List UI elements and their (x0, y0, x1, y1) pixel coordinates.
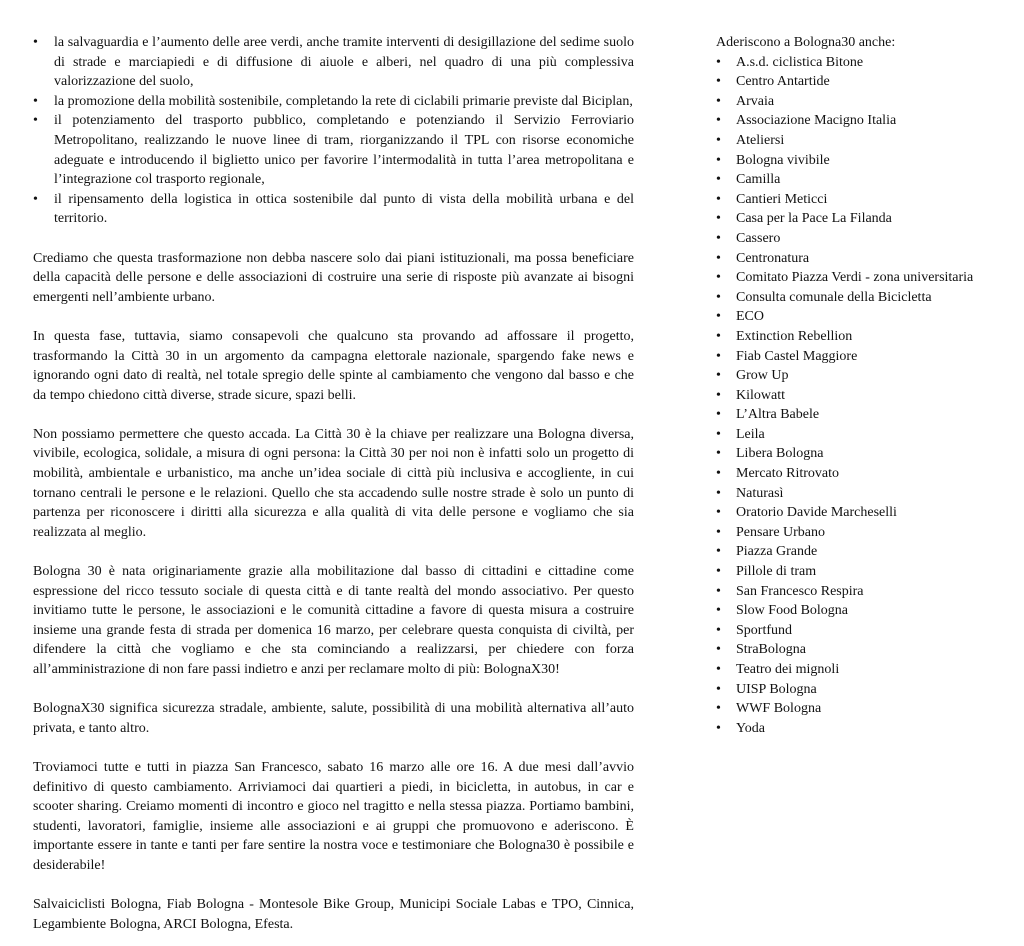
supporter-name: Casa per la Pace La Filanda (736, 211, 892, 227)
list-item (716, 288, 1016, 308)
list-item (716, 92, 1016, 112)
supporter-name: Grow Up (736, 368, 789, 384)
list-item (716, 209, 1016, 229)
supporter-name: Arvaia (736, 93, 775, 109)
paragraph-signatories: Salvaiciclisti Bologna, Fiab Bologna - Montesole Bike Group, Municipi Sociale Labas e TPO, Cinnica, Legambiente Bologna, ARCI Bologna, Efesta. (33, 897, 634, 932)
bullet-dot-icon: • (33, 191, 38, 207)
supporter-name: Sportfund (736, 622, 792, 638)
bullet-dot-icon: • (716, 466, 721, 482)
supporters-heading: Aderiscono a Bologna30 anche: (716, 35, 896, 50)
list-item (716, 660, 1016, 680)
bullet-dot-icon: • (716, 309, 721, 325)
bullet-dot-icon: • (716, 132, 721, 148)
supporter-name: Cantieri Meticci (736, 191, 828, 207)
goals-bullet-list (33, 33, 634, 229)
bullet-dot-icon: • (716, 113, 721, 129)
supporter-name: Ateliersi (736, 132, 785, 148)
bullet-dot-icon: • (716, 720, 721, 736)
list-item (716, 523, 1016, 543)
bullet-dot-icon: • (716, 368, 721, 384)
supporter-name: Pensare Urbano (736, 524, 826, 540)
supporter-name: Bologna vivibile (736, 152, 830, 168)
bullet-dot-icon: • (716, 407, 721, 423)
list-item (716, 249, 1016, 269)
supporter-name: UISP Bologna (736, 681, 817, 697)
paragraph-transformation: Crediamo che questa trasformazione non debba nascere solo dai piani istituzionali, ma possa beneficiare della capacità delle persone e delle associazioni di costruire una serie di risposte più avanzate ai bisogni emergenti nell’ambiente urbano. (33, 250, 634, 305)
list-item (716, 444, 1016, 464)
bullet-dot-icon: • (716, 446, 721, 462)
bullet-dot-icon: • (716, 54, 721, 70)
supporter-name: Fiab Castel Maggiore (736, 348, 858, 364)
paragraph-meeting: Troviamoci tutte e tutti in piazza San Francesco, sabato 16 marzo alle ore 16. A due mesi dall’avvio definitivo di questo cambiamento. Arriviamoci dai quartieri a piedi, in bicicletta, in autobus, in car e scooter sharing. Creiamo momenti di incontro e gioco nel tragitto e nella stessa piazza. Portiamo bambini, studenti, lavoratori, famiglie, insieme alle associazioni e ai gruppi che promuovono e aderiscono. È importante essere in tante e tanti per fare sentire la nostra voce e testimoniare che Bologna30 è possibile e desiderabile! (33, 759, 634, 873)
list-item (716, 72, 1016, 92)
bullet-text: il potenziamento del trasporto pubblico, completando e potenziando il Servizio Ferroviario Metropolitano, realizzando le nuove linee di tram, riorganizzando il TPL con risorse economiche adeguate e introducendo il biglietto unico per favorire l’intermodalità in tutta l’area metropolitana e l’integrazione col trasporto regionale, (54, 113, 634, 188)
list-item (716, 131, 1016, 151)
bullet-dot-icon: • (716, 93, 721, 109)
bullet-dot-icon: • (716, 191, 721, 207)
supporter-name: Extinction Rebellion (736, 328, 853, 344)
bullet-item-green-areas (33, 33, 634, 92)
list-item (716, 111, 1016, 131)
supporter-name: Leila (736, 426, 765, 442)
bullet-dot-icon: • (716, 642, 721, 658)
list-item (716, 621, 1016, 641)
bullet-dot-icon: • (33, 113, 38, 129)
supporter-name: Centro Antartide (736, 74, 830, 90)
list-item (716, 327, 1016, 347)
bullet-dot-icon: • (716, 250, 721, 266)
bullet-dot-icon: • (33, 35, 38, 50)
list-item (716, 464, 1016, 484)
list-item (716, 484, 1016, 504)
bullet-text: il ripensamento della logistica in ottica sostenibile dal punto di vista della mobilità urbana e del territorio. (54, 191, 634, 227)
supporter-name: Consulta comunale della Bicicletta (736, 289, 932, 305)
bullet-dot-icon: • (716, 387, 721, 403)
bullet-dot-icon: • (716, 583, 721, 599)
supporter-name: Oratorio Davide Marcheselli (736, 505, 897, 521)
supporter-name: Naturasì (736, 485, 784, 501)
bullet-text: la promozione della mobilità sostenibile, completando la rete di ciclabili primarie previste dal Biciplan, (54, 93, 633, 109)
bullet-dot-icon: • (716, 544, 721, 560)
supporters-sidebar (716, 33, 1016, 738)
bullet-dot-icon: • (716, 211, 721, 227)
bullet-dot-icon: • (33, 93, 38, 109)
list-item (716, 366, 1016, 386)
supporter-name: Camilla (736, 172, 781, 188)
bullet-dot-icon: • (716, 485, 721, 501)
paragraph-meaning: BolognaX30 significa sicurezza stradale, ambiente, salute, possibilità di una mobilità alternativa all’auto privata, e tanto altro. (33, 701, 634, 736)
supporter-name: Piazza Grande (736, 544, 818, 560)
list-item (716, 503, 1016, 523)
bullet-item-logistics (33, 190, 634, 229)
list-item (716, 680, 1016, 700)
list-item (716, 562, 1016, 582)
bullet-dot-icon: • (716, 505, 721, 521)
bullet-dot-icon: • (716, 662, 721, 677)
paragraph-current-phase: In questa fase, tuttavia, siamo consapevoli che qualcuno sta provando ad affossare il progetto, trasformando la Città 30 in un argomento da campagna elettorale nazionale, spargendo fake news e ignorando ogni dato di realtà, nel totale spregio delle spinte al cambiamento che vengono dal basso e che da tempo chiedono città diverse, strade sicure, spazi belli. (33, 328, 634, 403)
paragraph-city-30-key: Non possiamo permettere che questo accada. La Città 30 è la chiave per realizzare una Bologna diversa, vivibile, ecologica, solidale, a misura di ogni persona: la Città 30 per noi non è infatti solo un progetto di mobilità, ambientale e urbanistico, ma anche un’idea sociale di città più inclusiva e accogliente, in cui tornano centrali le persone e le relazioni. Quello che sta accadendo sulle nostre strade è solo un punto di partenza per riconoscere i diritti alla sicurezza e alla qualità di vita delle persone e vogliamo che sia realizzata al meglio. (33, 426, 634, 540)
supporter-name: A.s.d. ciclistica Bitone (736, 54, 864, 70)
supporter-name: Slow Food Bologna (736, 603, 849, 619)
list-item (716, 151, 1016, 171)
supporter-name: L’Altra Babele (736, 407, 820, 423)
bullet-dot-icon: • (716, 152, 721, 168)
bullet-dot-icon: • (716, 603, 721, 619)
supporter-name: Libera Bologna (736, 446, 824, 462)
list-item (716, 542, 1016, 562)
supporter-name: Kilowatt (736, 387, 785, 403)
supporter-name: Centronatura (736, 250, 810, 266)
bullet-dot-icon: • (716, 524, 721, 540)
list-item (716, 229, 1016, 249)
bullet-dot-icon: • (716, 270, 721, 286)
supporter-name: San Francesco Respira (736, 583, 864, 599)
list-item (716, 719, 1016, 739)
bullet-item-public-transport (33, 111, 634, 189)
bullet-dot-icon: • (716, 328, 721, 344)
list-item (716, 53, 1016, 73)
bullet-dot-icon: • (716, 172, 721, 188)
bullet-dot-icon: • (716, 701, 721, 717)
bullet-dot-icon: • (716, 426, 721, 442)
bullet-dot-icon: • (716, 74, 721, 90)
bullet-text: la salvaguardia e l’aumento delle aree verdi, anche tramite interventi di desigillazione del sedime suolo di strade e marciapiedi e di diffusione di aiuole e alberi, nel quadro di una più complessiva valorizzazione del suolo, (54, 35, 634, 90)
list-item (716, 640, 1016, 660)
supporter-name: StraBologna (736, 642, 806, 658)
supporter-name: Yoda (736, 720, 765, 736)
supporter-name: WWF Bologna (736, 701, 822, 717)
list-item (716, 601, 1016, 621)
supporters-list (716, 53, 1016, 739)
supporter-name: ECO (736, 309, 764, 325)
list-item (716, 425, 1016, 445)
main-text-column (33, 33, 634, 934)
list-item (716, 582, 1016, 602)
supporter-name: Teatro dei mignoli (736, 662, 840, 677)
bullet-dot-icon: • (716, 230, 721, 246)
list-item (716, 699, 1016, 719)
bullet-dot-icon: • (716, 681, 721, 697)
supporter-name: Cassero (736, 230, 781, 246)
supporter-name: Pillole di tram (736, 564, 817, 580)
bullet-dot-icon: • (716, 564, 721, 580)
bullet-item-mobility (33, 92, 634, 112)
list-item (716, 170, 1016, 190)
list-item (716, 307, 1016, 327)
bullet-dot-icon: • (716, 348, 721, 364)
supporter-name: Mercato Ritrovato (736, 466, 840, 482)
bullet-dot-icon: • (716, 622, 721, 638)
bullet-dot-icon: • (716, 289, 721, 305)
list-item (716, 268, 1016, 288)
supporter-name: Associazione Macigno Italia (736, 113, 897, 129)
list-item (716, 405, 1016, 425)
list-item (716, 386, 1016, 406)
list-item (716, 347, 1016, 367)
supporter-name: Comitato Piazza Verdi - zona universitaria (736, 270, 974, 286)
list-item (716, 190, 1016, 210)
paragraph-origins: Bologna 30 è nata originariamente grazie alla mobilitazione dal basso di cittadini e cittadine come espressione del ricco tessuto sociale di questa città e di tante realtà del mondo associativo. Per questo invitiamo tutte le persone, le associazioni e le comunità cittadine a favore di questa misura a costruire insieme una grande festa di strada per domenica 16 marzo, per celebrare questa conquista di civiltà, per difendere la città che vogliamo e che sta cominciando a realizzarsi, per chiedere con forza all’amministrazione di non fare passi indietro e anzi per reclamare molto di più: BolognaX30! (33, 564, 634, 677)
